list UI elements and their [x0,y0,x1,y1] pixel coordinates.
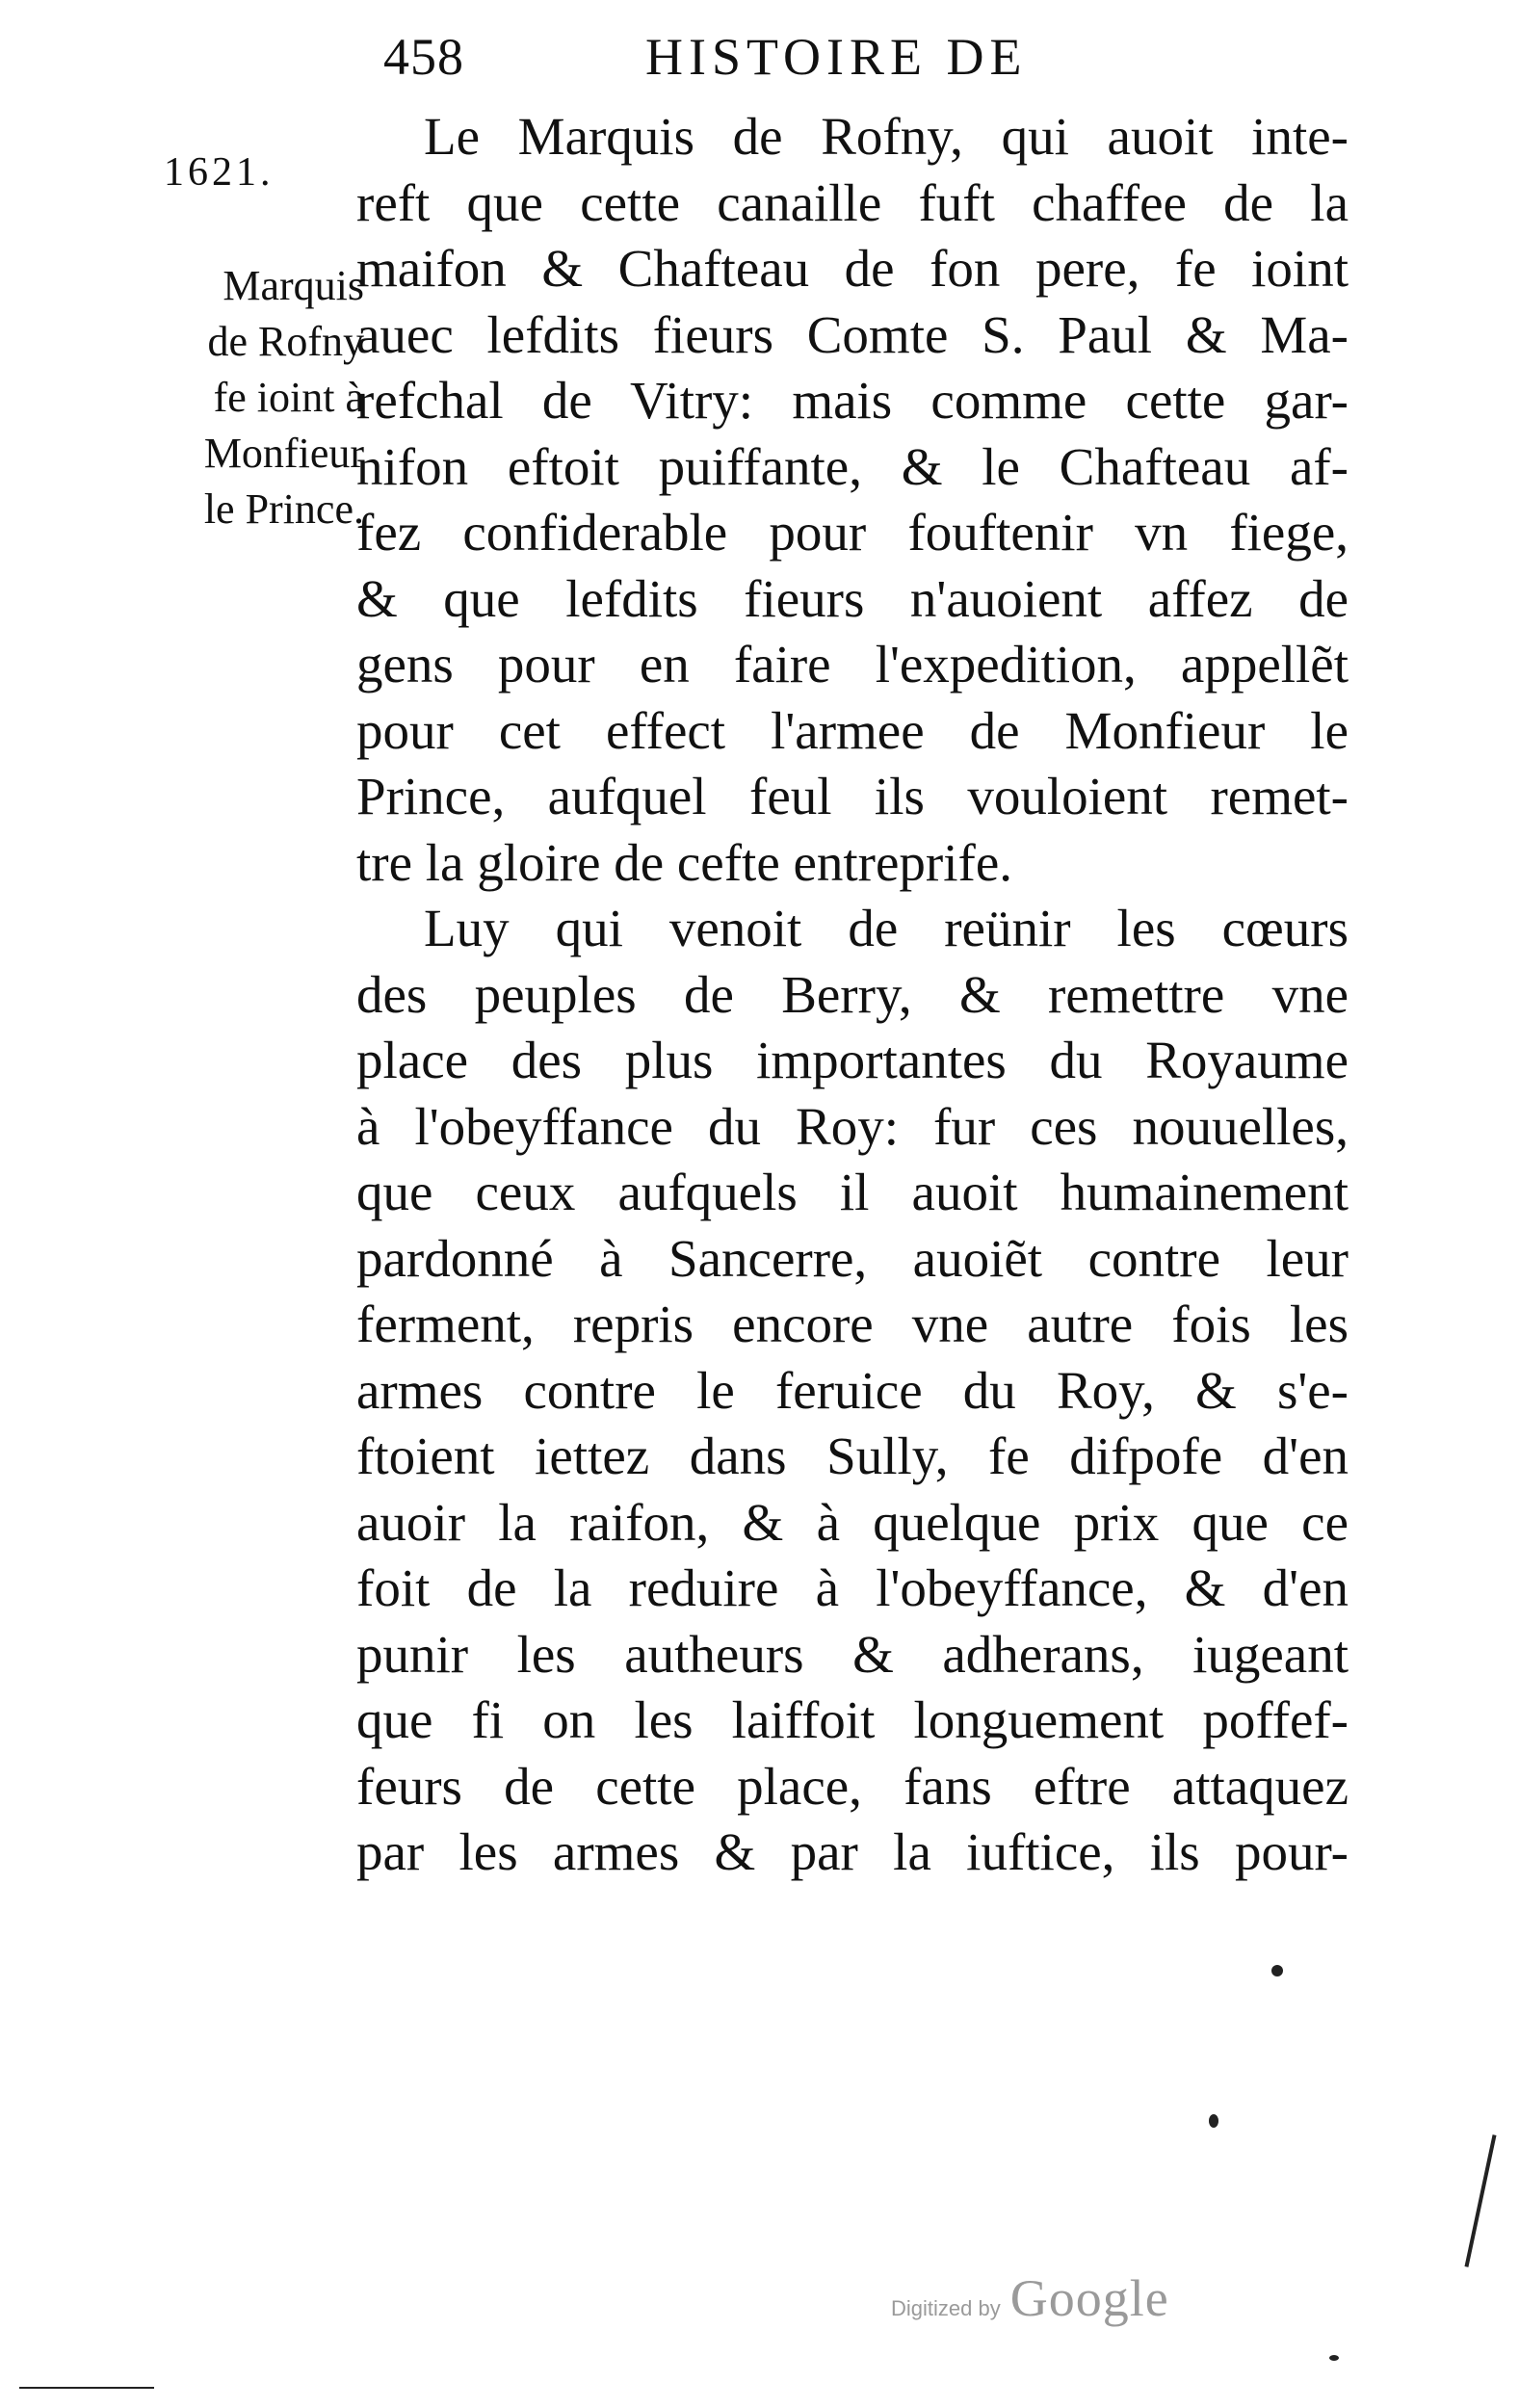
text-line: gens pour en faire l'expedition, appellẽt [356,635,1349,694]
text-line: nifon eftoit puiffante, & le Chafteau af- [356,436,1349,496]
text-line: des peuples de Berry, & remettre vne [356,964,1349,1024]
text-line: auoir la raifon, & à quelque prix que ce [356,1492,1349,1552]
page-number: 458 [383,28,464,86]
text-line: Prince, aufquel feul ils vouloient remet- [356,767,1349,825]
running-title: HISTOIRE DE [645,28,1028,86]
scan-mark [19,2387,154,2389]
margin-note-line: Monfieur [203,430,364,477]
text-line: place des plus importantes du Royaume [356,1031,1349,1089]
text-line: à l'obeyffance du Roy: fur ces nouuelles, [356,1096,1349,1156]
text-line: pardonné à Sancerre, auoiẽt contre leur [356,1228,1349,1288]
margin-note-line: de Rofny [207,318,364,365]
scan-mark [1464,2134,1496,2267]
text-line: que fi on les laiffoit longuement poffef- [356,1690,1349,1749]
google-logo: Google [1009,2269,1169,2327]
scan-speck [1271,1965,1283,1976]
text-line: auec lefdits fieurs Comte S. Paul & Ma- [356,304,1349,364]
margin-year: 1621. [164,150,275,195]
text-line: reft que cette canaille fuft chaffee de la [356,172,1349,232]
text-line: fez confiderable pour fouftenir vn fiege, [356,503,1349,562]
page-header [356,27,1127,104]
text-line: feurs de cette place, fans eftre attaquez [356,1756,1349,1816]
text-line: par les armes & par la iuftice, ils pour- [356,1822,1349,1881]
scan-speck [1209,2114,1218,2128]
digitized-watermark [891,2268,1169,2336]
watermark-prefix: Digitized by [891,2296,1001,2320]
text-line: Le Marquis de Rofny, qui auoit inte- [424,107,1349,166]
text-line: Luy qui venoit de reünir les cœurs [424,899,1349,957]
text-line: ferment, repris encore vne autre fois les [356,1295,1349,1353]
scan-speck [1329,2355,1339,2361]
text-line: armes contre le feruice du Roy, & s'e- [356,1360,1349,1420]
text-line: ftoient iettez dans Sully, fe difpofe d'en [356,1426,1349,1485]
text-line: & que lefdits fieurs n'auoient affez de [356,568,1349,628]
margin-note-line: fe ioint à [213,374,364,421]
margin-note [143,258,364,537]
text-line: pour cet effect l'armee de Monfieur le [356,700,1349,760]
margin-note-line: Marquis [223,262,364,309]
text-line: tre la gloire de cefte entreprife. [356,832,1012,892]
text-line: punir les autheurs & adherans, iugeant [356,1624,1349,1684]
margin-note-line: le Prince. [203,485,364,533]
text-line: foit de la reduire à l'obeyffance, & d'en [356,1558,1349,1617]
text-line: maifon & Chafteau de fon pere, fe ioint [356,239,1349,298]
body-text [356,104,1349,1886]
text-line: que ceux aufquels il auoit humainement [356,1163,1349,1221]
text-line: refchal de Vitry: mais comme cette gar- [356,371,1349,430]
